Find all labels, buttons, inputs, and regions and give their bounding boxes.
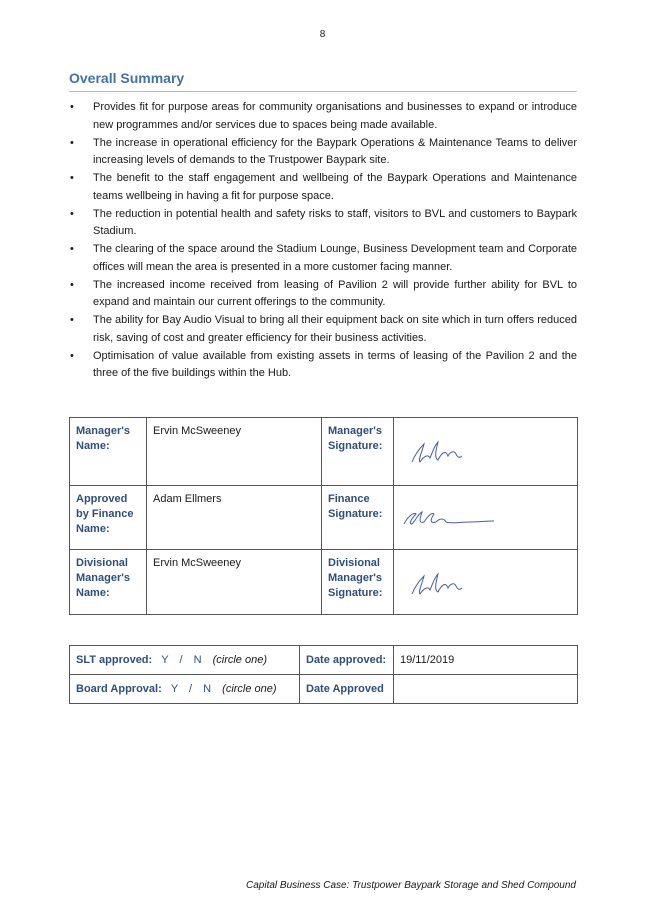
table-row [70, 675, 578, 704]
bullet-icon: • [70, 243, 74, 255]
slt-approval-cell [70, 646, 300, 675]
divisional-manager-signature-cell [394, 550, 578, 615]
board-circle-note: (circle one) [222, 682, 277, 695]
divisional-manager-signature-label: Divisional Manager's Signature: [322, 550, 394, 615]
finance-signature-cell [394, 486, 578, 550]
board-yes-no-options: Y / N [170, 682, 212, 695]
section-title: Overall Summary [69, 70, 185, 86]
list-item: • The benefit to the staff engagement and wellbeing of the Baypark Operations and Maintenance teams wellbeing in having a fit for purpose space. [70, 172, 577, 202]
bullet-icon: • [70, 101, 74, 113]
divisional-manager-name-value: Ervin McSweeney [147, 550, 322, 615]
manager-signature-cell [394, 418, 578, 486]
board-date-approved-value [394, 675, 578, 704]
document-footer: Capital Business Case: Trustpower Baypark Storage and Shed Compound [246, 880, 576, 891]
table-row [70, 486, 578, 550]
board-approval-label: Board Approval: [76, 682, 162, 695]
bullet-icon: • [70, 136, 74, 149]
slt-circle-note: (circle one) [212, 653, 267, 666]
list-item: • Provides fit for purpose areas for community organisations and businesses to expand or introduce new programmes and/or services due to spaces being made available. [70, 101, 577, 131]
list-item: • The clearing of the space around the Stadium Lounge, Business Development team and Corporate offices will mean the area is presented in a more customer facing manner. [70, 243, 577, 273]
summary-list [69, 99, 577, 383]
divisional-manager-name-label: Divisional Manager's Name: [70, 550, 147, 615]
bullet-icon: • [70, 314, 74, 326]
finance-name-label: Approved by Finance Name: [70, 486, 147, 550]
table-row [70, 550, 578, 615]
handwritten-signature-icon [408, 564, 478, 604]
list-item: • The increased income received from leasing of Pavilion 2 will provide further ability for BVL to expand and maintain our current offerings to the community. [70, 278, 577, 308]
list-item: • The ability for Bay Audio Visual to bring all their equipment back on site which in turn offers reduced risk, saving of cost and greater efficiency for their business activities. [70, 314, 577, 344]
manager-name-value: Ervin McSweeney [147, 418, 322, 486]
slt-yes-no-options: Y / N [161, 653, 202, 666]
list-item: • The reduction in potential health and safety risks to staff, visitors to BVL and customers to Baypark Stadium. [70, 207, 577, 237]
handwritten-signature-icon [400, 504, 500, 534]
bullet-icon: • [70, 278, 74, 291]
board-approval-cell [70, 675, 300, 704]
board-date-approved-label: Date Approved [300, 675, 394, 704]
slt-approved-label: SLT approved: [76, 653, 153, 666]
manager-signature-label: Manager's Signature: [322, 418, 394, 486]
title-divider [69, 91, 577, 92]
table-row [70, 646, 578, 675]
handwritten-signature-icon [408, 432, 478, 472]
bullet-icon: • [70, 172, 74, 184]
table-row [70, 418, 578, 486]
approval-table [69, 645, 578, 704]
list-item: • Optimisation of value available from existing assets in terms of leasing of the Pavilion 2 and the three of the five buildings within the Hub. [70, 349, 577, 379]
manager-name-label: Manager's Name: [70, 418, 147, 486]
signature-table [69, 417, 578, 615]
finance-name-value: Adam Ellmers [147, 486, 322, 550]
bullet-icon: • [70, 349, 74, 362]
bullet-icon: • [70, 207, 74, 220]
finance-signature-label: Finance Signature: [322, 486, 394, 550]
date-approved-value: 19/11/2019 [394, 646, 578, 675]
page-number: 8 [319, 29, 326, 40]
date-approved-label: Date approved: [300, 646, 394, 675]
list-item: • The increase in operational efficiency for the Baypark Operations & Maintenance Teams to deliver increasing levels of demands to the Trustpower Baypark site. [70, 136, 577, 166]
